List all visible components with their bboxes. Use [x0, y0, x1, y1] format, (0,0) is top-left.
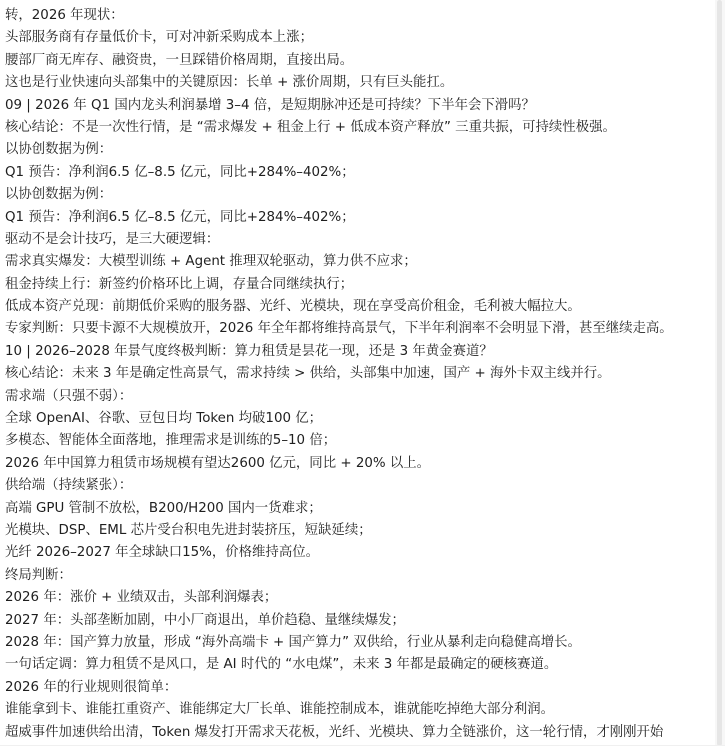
text-line: 一句话定调：算力租赁不是风口，是 AI 时代的 “水电煤”，未来 3 年都是最确定的硬核赛道。: [5, 657, 558, 673]
text-line: 多模态、智能体全面落地，推理需求是训练的5–10 倍；: [5, 433, 337, 449]
text-line: 这也是行业快速向头部集中的关键原因：长单 + 涨价周期，只有巨头能扛。: [5, 75, 454, 91]
text-line: Q1 预告：净利润6.5 亿–8.5 亿元，同比+284%–402%；: [5, 209, 355, 225]
text-line: 腰部厂商无库存、融资贵，一旦踩错价格周期，直接出局。: [5, 52, 354, 68]
text-line: 以协创数据为例：: [5, 142, 113, 158]
text-line: 超威事件加速供给出清，Token 爆发打开需求天花板，光纤、光模块、算力全链涨价，这一轮行情，才刚刚开始: [5, 724, 664, 740]
text-line: 供给端（持续紧张）：: [5, 478, 133, 494]
text-line: 核心结论：未来 3 年是确定性高景气，需求持续 > 供给，头部集中加速，国产 + 海外卡双主线并行。: [5, 366, 611, 382]
text-line: 2028 年：国产算力放量，形成 “海外高端卡 + 国产算力” 双供给，行业从暴利走向稳健高增长。: [5, 634, 581, 650]
text-line: Q1 预告：净利润6.5 亿–8.5 亿元，同比+284%–402%；: [5, 164, 355, 180]
text-line: 2026 年的行业规则很简单：: [5, 679, 178, 695]
text-line: 头部服务商有存量低价卡，可对冲新采购成本上涨；: [5, 30, 313, 46]
text-line: 低成本资产兑现：前期低价采购的服务器、光纤、光模块，现在享受高价租金，毛利被大幅拉大。: [5, 299, 581, 315]
text-line: 高端 GPU 管制不放松，B200/H200 国内一货难求；: [5, 500, 322, 516]
text-line: 租金持续上行：新签约价格环比上调，存量合同继续执行；: [5, 276, 354, 292]
scrollbar[interactable]: [715, 0, 725, 746]
text-line: 需求真实爆发：大模型训练 + Agent 推理双轮驱动，算力供不应求；: [5, 254, 417, 270]
text-line: 2026 年：涨价 + 业绩双击，头部利润爆表；: [5, 590, 278, 606]
scrollbar-thumb[interactable]: [717, 0, 722, 746]
text-line: 光模块、DSP、EML 芯片受台积电先进封装挤压，短缺延续；: [5, 522, 372, 538]
text-line: 需求端（只强不弱）：: [5, 388, 133, 404]
text-line: 谁能拿到卡、谁能扛重资产、谁能绑定大厂长单、谁能控制成本，谁就能吃掉绝大部分利润。: [5, 702, 555, 718]
text-line: 光纤 2026–2027 年全球缺口15%，价格维持高位。: [5, 545, 319, 561]
text-line: 驱动不是会计技巧，是三大硬逻辑：: [5, 231, 220, 247]
text-line: 转，2026 年现状：: [5, 8, 124, 23]
article-text-body: [5, 0, 705, 744]
text-line: 09 | 2026 年 Q1 国内龙头利润暴增 3–4 倍，是短期脉冲还是可持续？下半年会下滑吗？: [5, 97, 535, 113]
text-line: 核心结论：不是一次性行情，是 “需求爆发 + 租金上行 + 低成本资产释放” 三重共振，可持续性极强。: [5, 119, 616, 135]
text-line: 2027 年：头部垄断加剧，中小厂商退出，单价趋稳、量继续爆发；: [5, 612, 405, 628]
text-line: 专家判断：只要卡源不大规模放开，2026 年全年都将维持高景气，下半年利润率不会明显下滑，甚至继续走高。: [5, 321, 673, 337]
text-line: 2026 年中国算力租赁市场规模有望达2600 亿元，同比 + 20% 以上。: [5, 455, 431, 471]
text-line: 以协创数据为例：: [5, 187, 113, 203]
text-line: 全球 OpenAI、谷歌、豆包日均 Token 均破100 亿；: [5, 411, 323, 427]
text-line: 终局判断：: [5, 567, 72, 583]
text-line: 10 | 2026–2028 年景气度终极判断：算力租赁是昙花一现，还是 3 年黄金赛道？: [5, 343, 493, 359]
